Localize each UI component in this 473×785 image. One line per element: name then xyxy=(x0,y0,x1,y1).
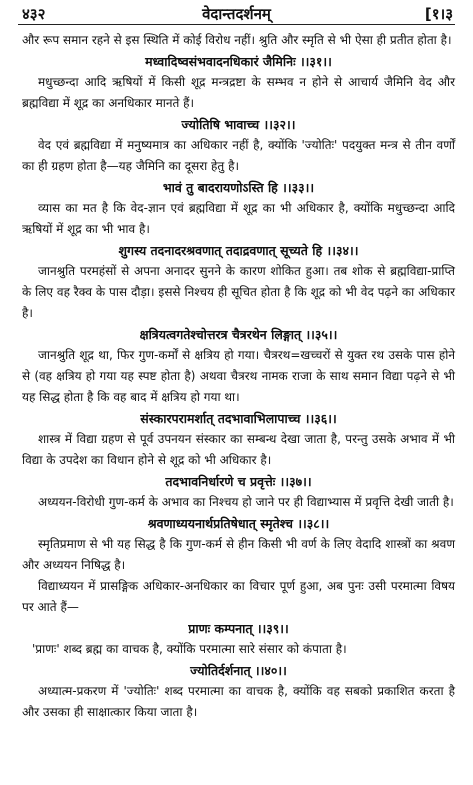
paragraph: व्यास का मत है कि वेद-ज्ञान एवं ब्रह्मविद्या में शूद्र का भी अधिकार है, क्योंकि मधुच्छन्दा आदि ऋषियों में शूद्र का भी भाव है। xyxy=(22,201,455,236)
paragraph: जानश्रुति परमहंसों से अपना अनादर सुनने के कारण शोकित हुआ। तब शोक से ब्रह्मविद्या-प्राप्ति के लिए वह रैक्व के पास दौड़ा। इससे निश्चय ही सूचित होता है कि शूद्र को भी वेद पढ़ने का अधिकार है। xyxy=(22,264,455,320)
sutra-heading: श्रवणाध्ययनार्थप्रतिषेधात् स्मृतेश्च ।।३८।। xyxy=(147,516,330,531)
sutra-heading: भावं तु बादरायणोऽस्ति हि ।।३३।। xyxy=(162,180,315,195)
paragraph: जानश्रुति शूद्र था, फिर गुण-कर्मों से क्षत्रिय हो गया। चैत्ररथ=खच्चरों से युक्त रथ उसके पास होने से (वह क्षत्रिय हो गया यह स्पष्ट होता है) अथवा चैत्ररथ नामक राजा के साथ समान विद्या पढ़ने से भी यह सिद्ध होता है कि वह बाद में क्षत्रिय हो गया था। xyxy=(22,348,455,404)
page-title: वेदान्तदर्शनम् xyxy=(202,5,271,23)
header-rule xyxy=(18,24,455,25)
page-body xyxy=(22,30,455,723)
paragraph: वेद एवं ब्रह्मविद्या में मनुष्यमात्र का अधिकार नहीं है, क्योंकि 'ज्योतिः' पदयुक्त मन्त्र से तीन वर्णों का ही ग्रहण होता है—यह जैमिनि का दूसरा हेतु है। xyxy=(22,138,455,173)
chapter-reference: [१।३ xyxy=(424,5,453,23)
sutra-heading: तदभावनिर्धारणे च प्रवृत्तेः ।।३७।। xyxy=(165,474,312,489)
page-number: ४३२ xyxy=(22,5,46,23)
paragraph: 'प्राणः' शब्द ब्रह्म का वाचक है, क्योंकि परमात्मा सारे संसार को कंपाता है। xyxy=(32,642,347,656)
paragraph: अध्यात्म-प्रकरण में 'ज्योतिः' शब्द परमात्मा का वाचक है, क्योंकि वह सबको प्रकाशित करता है और उसका ही साक्षात्कार किया जाता है। xyxy=(22,684,455,719)
sutra-heading: शुगस्य तदनादरश्रवणात् तदाद्रवणात् सूच्यते हि ।।३४।। xyxy=(118,243,359,258)
sutra-heading: संस्कारपरामर्शात् तदभावाभिलापाच्च ।।३६।। xyxy=(140,411,337,426)
page-header xyxy=(0,0,473,24)
sutra-heading: ज्योतिषि भावाच्च ।।३२।। xyxy=(181,117,296,132)
paragraph: स्मृतिप्रमाण से भी यह सिद्ध है कि गुण-कर्म से हीन किसी भी वर्ण के लिए वेदादि शास्त्रों का श्रवण और अध्ययन निषिद्ध है। xyxy=(22,537,455,572)
paragraph: विद्याध्ययन में प्रासङ्गिक अधिकार-अनधिकार का विचार पूर्ण हुआ, अब पुनः उसी परमात्मा विषय पर आते हैं— xyxy=(22,579,455,614)
paragraph: अध्ययन-विरोधी गुण-कर्म के अभाव का निश्चय हो जाने पर ही विद्याभ्यास में प्रवृत्ति देखी जाती है। xyxy=(38,495,454,509)
sutra-heading: मध्वादिष्वसंभवादनधिकारं जैमिनिः ।।३१।। xyxy=(145,54,332,69)
paragraph: शास्त्र में विद्या ग्रहण से पूर्व उपनयन संस्कार का सम्बन्ध देखा जाता है, परन्तु उसके अभाव में भी विद्या के उपदेश का विधान होने से शूद्र को भी अधिकार है। xyxy=(22,432,455,467)
sutra-heading: प्राणः कम्पनात् ।।३९।। xyxy=(188,621,289,636)
paragraph: मधुच्छन्दा आदि ऋषियों में किसी शूद्र मन्त्रद्रष्टा के सम्भव न होने से आचार्य जैमिनि वेद और ब्रह्मविद्या में शूद्र का अनधिकार मानते हैं। xyxy=(22,75,455,110)
paragraph: और रूप समान रहने से इस स्थिति में कोई विरोध नहीं। श्रुति और स्मृति से भी ऐसा ही प्रतीत होता है। xyxy=(22,33,452,47)
sutra-heading: क्षत्रियत्वगतेश्चोत्तरत्र चैत्ररथेन लिङ्गात् ।।३५।। xyxy=(139,327,338,342)
sutra-heading: ज्योतिर्दर्शनात् ।।४०।। xyxy=(190,663,287,678)
